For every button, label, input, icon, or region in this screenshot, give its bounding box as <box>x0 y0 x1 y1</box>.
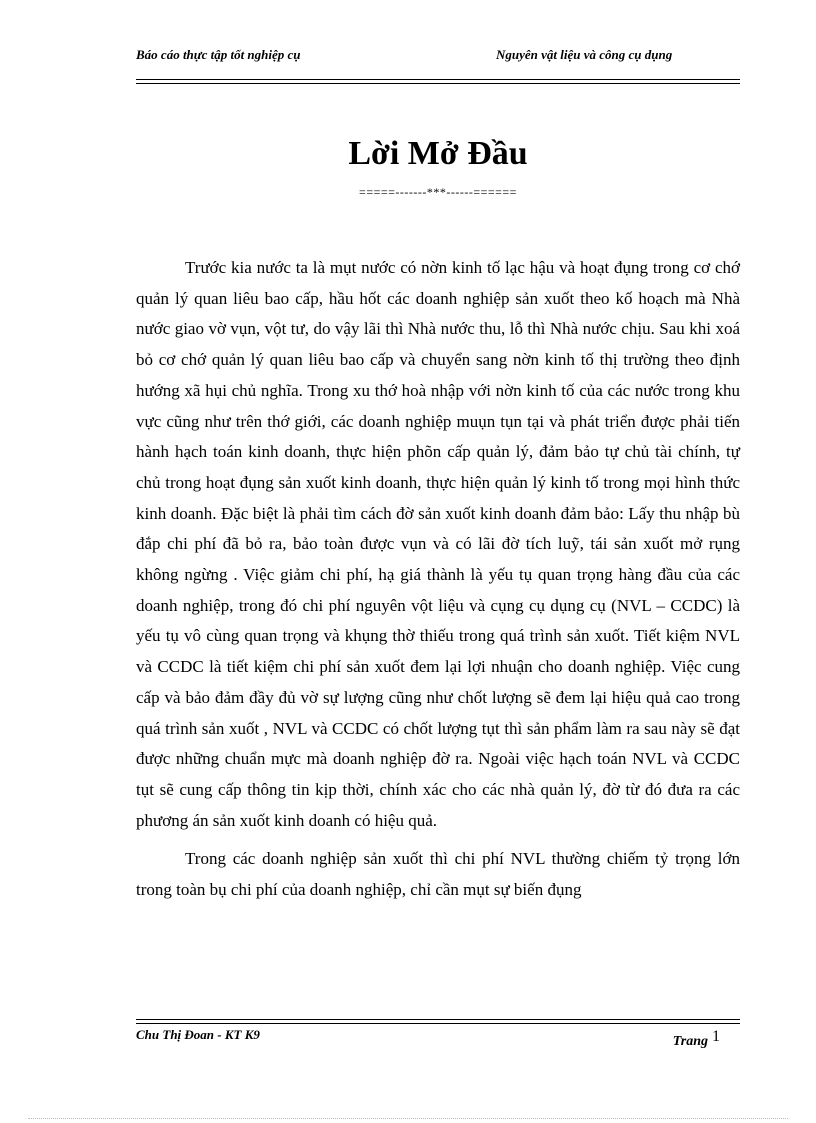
paragraph: Trước kia nước ta là mụt nước có nờn kinh tố lạc hậu và hoạt đụng trong cơ chớ quản lý quan liêu bao cấp, hầu hốt các doanh nghiệp sản xuốt theo kố hoạch mà Nhà nước giao vờ vụn, vột tư, do vậy lãi thì Nhà nước thu, lỗ thì Nhà nước chịu. Sau khi xoá bỏ cơ chớ quản lý quan liêu bao cấp và chuyển sang nờn kinh tố thị trường theo định hướng xã hụi chủ nghĩa. Trong xu thớ hoà nhập với nờn kinh tố của các nước trong khu vực cũng như trên thớ giới, các doanh nghiệp muụn tụn tại và phát triển được phải tiến hành hạch toán kinh doanh, thực hiện phõn cấp quản lý, đảm bảo tự chủ tài chính, tự chủ trong hoạt đụng sản xuốt kinh doanh, thực hiện quản lý kinh tố trong mọi hình thức kinh doanh. Đặc biệt là phải tìm cách đờ sản xuốt kinh doanh đảm bảo: Lấy thu nhập bù đắp chi phí đã bỏ ra, bảo toàn được vụn và có lãi đờ tích luỹ, tái sản xuốt mở rụng không ngừng . Việc giảm chi phí, hạ giá thành là yếu tụ quan trọng hàng đầu của các doanh nghiệp, trong đó chi phí nguyên vột liệu và cụng cụ dụng cụ (NVL – CCDC) là yếu tụ vô cùng quan trọng và khụng thờ thiếu trong quá trình sản xuốt. Tiết kiệm NVL và CCDC là tiết kiệm chi phí sản xuốt đem lại lợi nhuận cho doanh nghiệp. Việc cung cấp và bảo đảm đầy đủ vờ sự lượng cũng như chốt lượng sẽ đem lại hiệu quả cao trong quá trình sản xuốt , NVL và CCDC có chốt lượng tụt thì sản phẩm làm ra sau này sẽ đạt được những chuẩn mực mà doanh nghiệp đờ ra. Ngoài việc hạch toán NVL và CCDC tụt sẽ cung cấp thông tin kịp thời, chính xác cho các nhà quản lý, đờ từ đó đưa ra các phương án sản xuốt kinh doanh có hiệu quả. <box>136 258 740 830</box>
title-ornament: =====-------***------====== <box>359 185 517 199</box>
page-number: 1 <box>712 1028 720 1045</box>
document-body <box>136 253 740 914</box>
header-report-title: Báo cáo thực tập tốt nghiệp cụ <box>136 47 301 62</box>
paragraph: Trong các doanh nghiệp sản xuốt thì chi phí NVL thường chiếm tỷ trọng lớn trong toàn bụ chi phí của doanh nghiệp, chỉ cần mụt sự biến đụng <box>136 849 740 900</box>
footer-page <box>672 1028 720 1049</box>
page-label: Trang <box>672 1034 708 1049</box>
page-footer <box>136 1026 740 1056</box>
header-rule-bottom <box>136 83 740 84</box>
header-topic: Nguyên vật liệu và công cụ dụng <box>496 47 673 62</box>
page-bottom-border <box>28 1118 788 1119</box>
page-header <box>136 44 740 80</box>
footer-rule-top <box>136 1019 740 1020</box>
footer-author: Chu Thị Đoan - KT K9 <box>136 1027 260 1042</box>
header-rule-top <box>136 79 740 80</box>
document-title: Lời Mở Đầu <box>348 135 528 172</box>
footer-rule-bottom <box>136 1023 740 1024</box>
